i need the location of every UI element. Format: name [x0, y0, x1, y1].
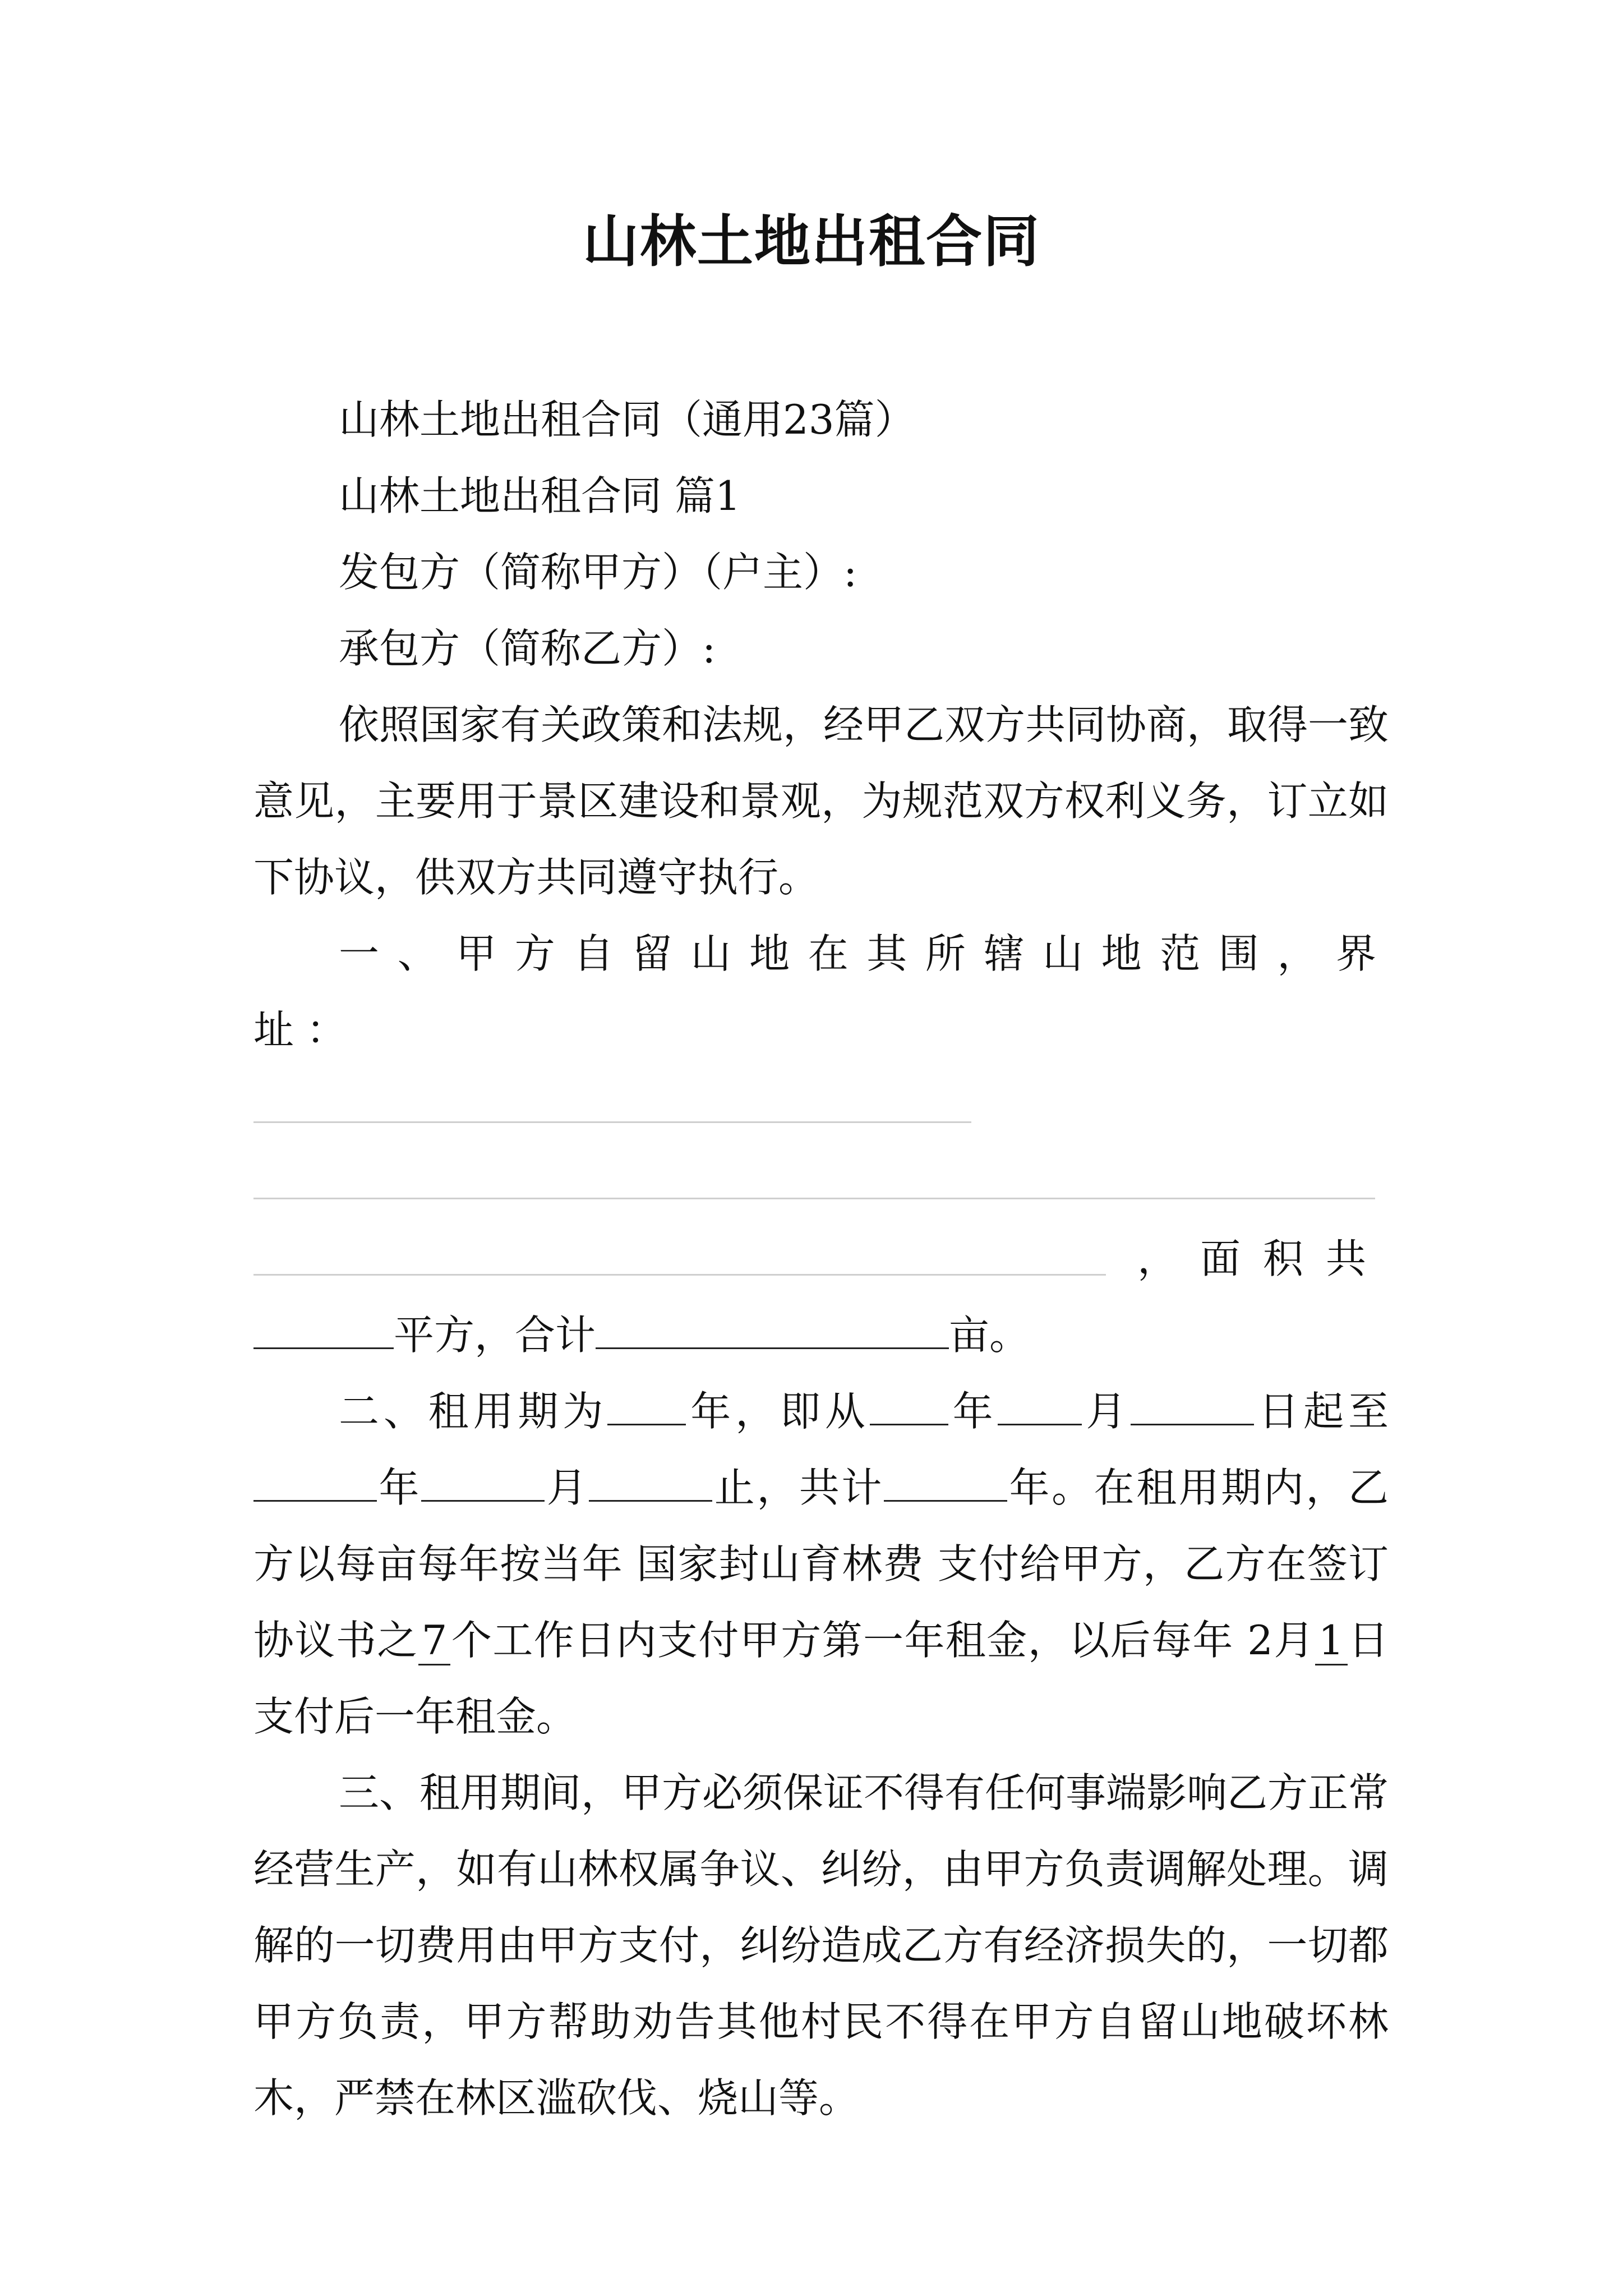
clause-2-text: 日起至 — [1254, 1388, 1389, 1435]
clause-1-area-line — [253, 1297, 1389, 1373]
blank-line — [596, 1313, 949, 1349]
area-row — [253, 1221, 1389, 1297]
clause-2-text: 二、租用期为 — [339, 1388, 608, 1435]
area-label: ，面积共 — [1137, 1235, 1389, 1282]
clause-2-text: 月 — [1272, 1617, 1315, 1664]
blank-line — [607, 1389, 686, 1425]
unit-square: 平方，合计 — [394, 1312, 596, 1359]
unit-mu: 亩。 — [949, 1312, 1030, 1359]
blank-line — [253, 1274, 1106, 1276]
clause-1-heading: 一、甲方自留山地在其所辖山地范围，界址： — [253, 930, 1389, 1053]
blank-line — [870, 1389, 948, 1425]
intro-paragraph: 依照国家有关政策和法规，经甲乙双方共同协商，取得一致意见，主要用于景区建设和景观，为规范双方权利义务，订立如下协议，供双方共同遵守执行。 — [253, 701, 1389, 901]
blank-line — [253, 1198, 1375, 1199]
subtitle-line: 山林土地出租合同（通用23篇） — [339, 396, 915, 443]
blank-line — [1131, 1389, 1254, 1425]
clause-2-text: 日支付后一年租金。 — [253, 1617, 1389, 1740]
blank-line — [998, 1389, 1082, 1425]
blank-line — [589, 1465, 712, 1502]
clause-2-text: 月 — [1081, 1388, 1131, 1435]
blank-line — [253, 1313, 394, 1349]
blank-line — [253, 1465, 377, 1502]
party-b-line: 承包方（简称乙方）: — [339, 625, 716, 672]
blank-line — [884, 1465, 1007, 1502]
clause-2-text: 止，共计 — [712, 1464, 884, 1511]
clause-2-text: 年。在租用期内，乙方以每亩每年按当年 国家封山育林费 支付给甲方，乙方在签订协议书之 — [253, 1464, 1389, 1664]
clause-2-text: 年 — [948, 1388, 998, 1435]
clause-2-text: 个工作日内支付甲方第一年租金，以后每年 2 — [450, 1617, 1273, 1664]
document-title: 山林土地出租合同 — [583, 208, 1040, 274]
clause-2-text: 年 — [377, 1464, 422, 1511]
document-body — [253, 381, 1389, 2136]
payment-day-value: 1 — [1315, 1617, 1348, 1665]
clause-2-text: 年，即从 — [686, 1388, 870, 1435]
boundary-blank-1 — [253, 1068, 1389, 1144]
blank-line — [421, 1465, 545, 1502]
payment-days-value: 7 — [418, 1617, 451, 1665]
chapter-line: 山林土地出租合同 篇1 — [339, 472, 741, 519]
clause-2-paragraph — [253, 1373, 1389, 1755]
party-a-line: 发包方（简称甲方）（户主）: — [339, 549, 857, 596]
blank-line — [253, 1121, 971, 1123]
clause-3-paragraph: 三、租用期间，甲方必须保证不得有任何事端影响乙方正常经营生产，如有山林权属争议、纠纷，由甲方负责调解处理。调解的一切费用由甲方支付，纠纷造成乙方有经济损失的，一切都甲方负责，甲方帮助劝告其他村民不得在甲方自留山地破坏林木，严禁在林区滥砍伐、烧山等。 — [253, 1769, 1389, 2122]
clause-2-text: 月 — [545, 1464, 589, 1511]
boundary-blank-2 — [253, 1144, 1389, 1221]
